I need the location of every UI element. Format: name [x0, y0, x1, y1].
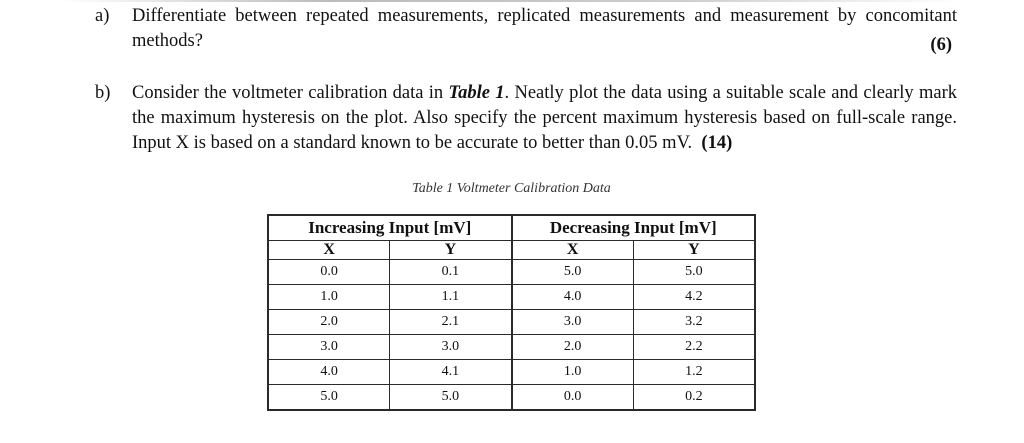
cell-decreasing-y: 0.2 — [633, 385, 755, 411]
question-b-label: b) — [95, 83, 111, 103]
cell-increasing-x: 1.0 — [268, 285, 390, 310]
cell-decreasing-x: 2.0 — [512, 335, 634, 360]
question-a-marks: (6) — [930, 35, 952, 55]
table-row — [268, 285, 755, 310]
cell-increasing-x: 0.0 — [268, 260, 390, 285]
table-group-header-row — [268, 215, 755, 241]
question-b-table-ref: Table 1 — [448, 83, 505, 103]
table-caption: Table 1 Voltmeter Calibration Data — [412, 181, 611, 196]
question-a-body: Differentiate between repeated measurements, replicated measurements and measurement by concomitant methods? — [132, 6, 957, 51]
question-b-text — [132, 81, 957, 156]
question-a-label: a) — [95, 6, 110, 26]
cell-increasing-x: 3.0 — [268, 335, 390, 360]
question-b-body-1: Consider the voltmeter calibration data in — [132, 83, 449, 103]
header-decreasing-x: X — [512, 241, 634, 260]
cell-decreasing-y: 5.0 — [633, 260, 755, 285]
cell-increasing-x: 5.0 — [268, 385, 390, 411]
header-increasing-y: Y — [390, 241, 512, 260]
cell-decreasing-x: 4.0 — [512, 285, 634, 310]
header-increasing-x: X — [268, 241, 390, 260]
cell-decreasing-y: 3.2 — [633, 310, 755, 335]
cell-increasing-x: 2.0 — [268, 310, 390, 335]
top-rule — [60, 0, 960, 2]
cell-increasing-y: 1.1 — [390, 285, 512, 310]
cell-decreasing-x: 3.0 — [512, 310, 634, 335]
cell-increasing-y: 5.0 — [390, 385, 512, 411]
question-b-body-2: . Neatly plot the data using a suitable scale and clearly mark the maximum hysteresis on the plot. Also specify the percent maximum hysteresis based on full-scale range. Input X is based on a standard known to be accurate to better than 0.05 mV. — [132, 83, 957, 153]
table-row — [268, 260, 755, 285]
table-column-header-row — [268, 241, 755, 260]
header-decreasing-y: Y — [633, 241, 755, 260]
question-b — [95, 81, 957, 161]
question-b-marks: (14) — [701, 133, 733, 153]
table-row — [268, 335, 755, 360]
cell-decreasing-y: 2.2 — [633, 335, 755, 360]
header-decreasing-input: Decreasing Input [mV] — [512, 215, 756, 241]
cell-increasing-y: 3.0 — [390, 335, 512, 360]
cell-increasing-x: 4.0 — [268, 360, 390, 385]
cell-decreasing-y: 4.2 — [633, 285, 755, 310]
table-row — [268, 385, 755, 411]
question-a — [95, 4, 957, 56]
table-row — [268, 310, 755, 335]
cell-decreasing-x: 5.0 — [512, 260, 634, 285]
cell-decreasing-x: 0.0 — [512, 385, 634, 411]
cell-increasing-y: 0.1 — [390, 260, 512, 285]
cell-increasing-y: 2.1 — [390, 310, 512, 335]
calibration-table — [267, 214, 756, 411]
question-a-text — [132, 4, 957, 54]
table-row — [268, 360, 755, 385]
cell-decreasing-y: 1.2 — [633, 360, 755, 385]
cell-decreasing-x: 1.0 — [512, 360, 634, 385]
cell-increasing-y: 4.1 — [390, 360, 512, 385]
header-increasing-input: Increasing Input [mV] — [268, 215, 512, 241]
